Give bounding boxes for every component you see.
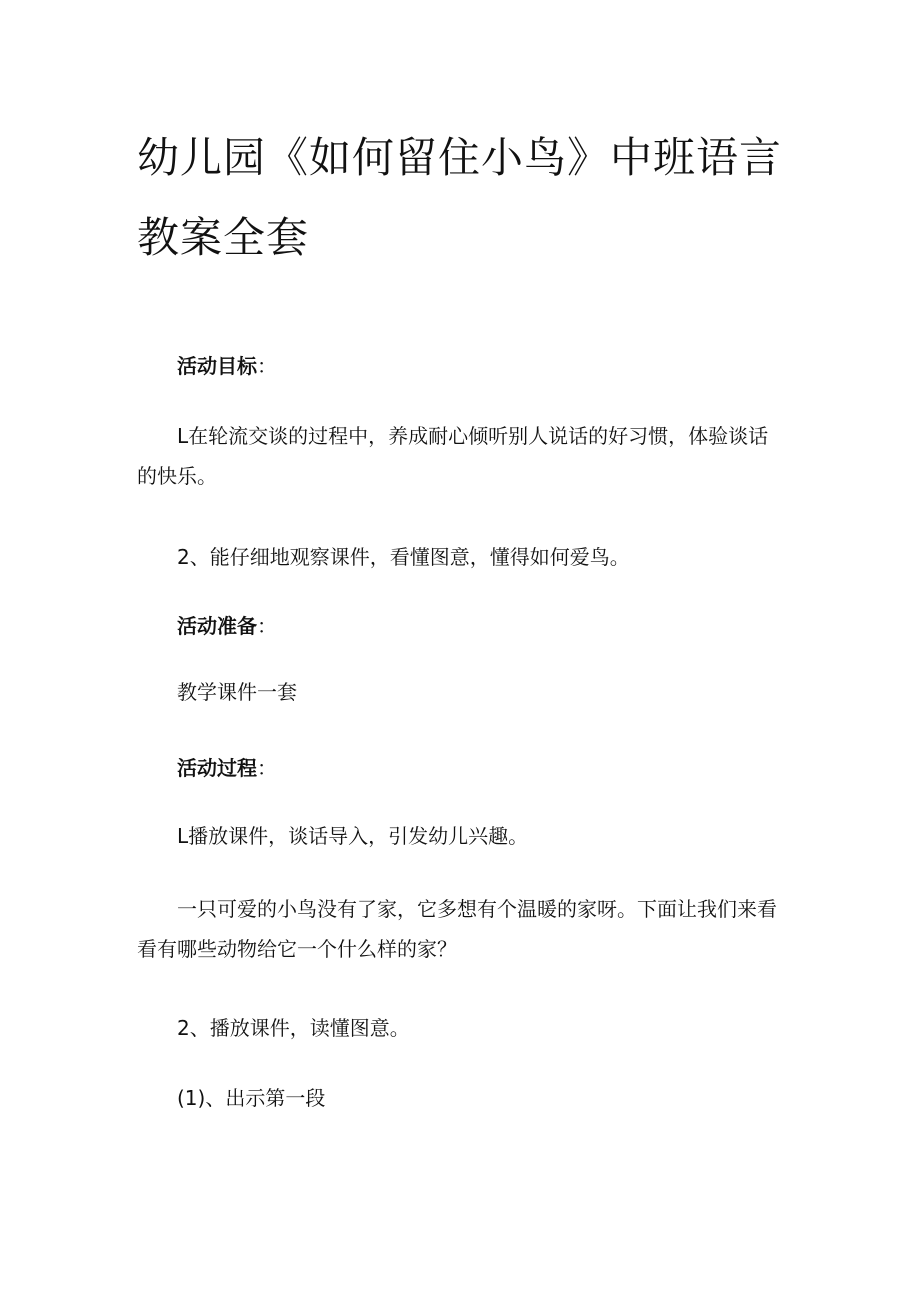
paragraph-process-1: L播放课件，谈话导入，引发幼儿兴趣。 [177, 824, 529, 848]
heading-colon: ： [257, 354, 277, 378]
heading-colon: ： [257, 756, 277, 780]
heading-text: 活动目标 [177, 354, 257, 378]
heading-text: 活动过程 [177, 756, 257, 780]
paragraph-goal-2: 2、能仔细地观察课件，看懂图意，懂得如何爱鸟。 [177, 545, 630, 569]
heading-text: 活动准备 [177, 614, 257, 638]
document-title: 幼儿园《如何留住小鸟》中班语言教案全套 [137, 133, 783, 262]
paragraph-preparation: 教学课件一套 [177, 680, 297, 704]
section-heading-preparation [137, 606, 787, 646]
section-heading-process [137, 748, 787, 788]
paragraph-process-2-1: (1)、出示第一段 [177, 1086, 326, 1110]
heading-colon: ： [257, 614, 277, 638]
paragraph-process-intro: 一只可爱的小鸟没有了家，它多想有个温暖的家呀。下面让我们来看看有哪些动物给它一个什么样的家？ [137, 897, 777, 961]
paragraph-process-2: 2、播放课件，读懂图意。 [177, 1016, 410, 1040]
section-heading-goals [137, 346, 787, 386]
paragraph-goal-1: L在轮流交谈的过程中，养成耐心倾听别人说话的好习惯，体验谈话的快乐。 [137, 424, 769, 488]
